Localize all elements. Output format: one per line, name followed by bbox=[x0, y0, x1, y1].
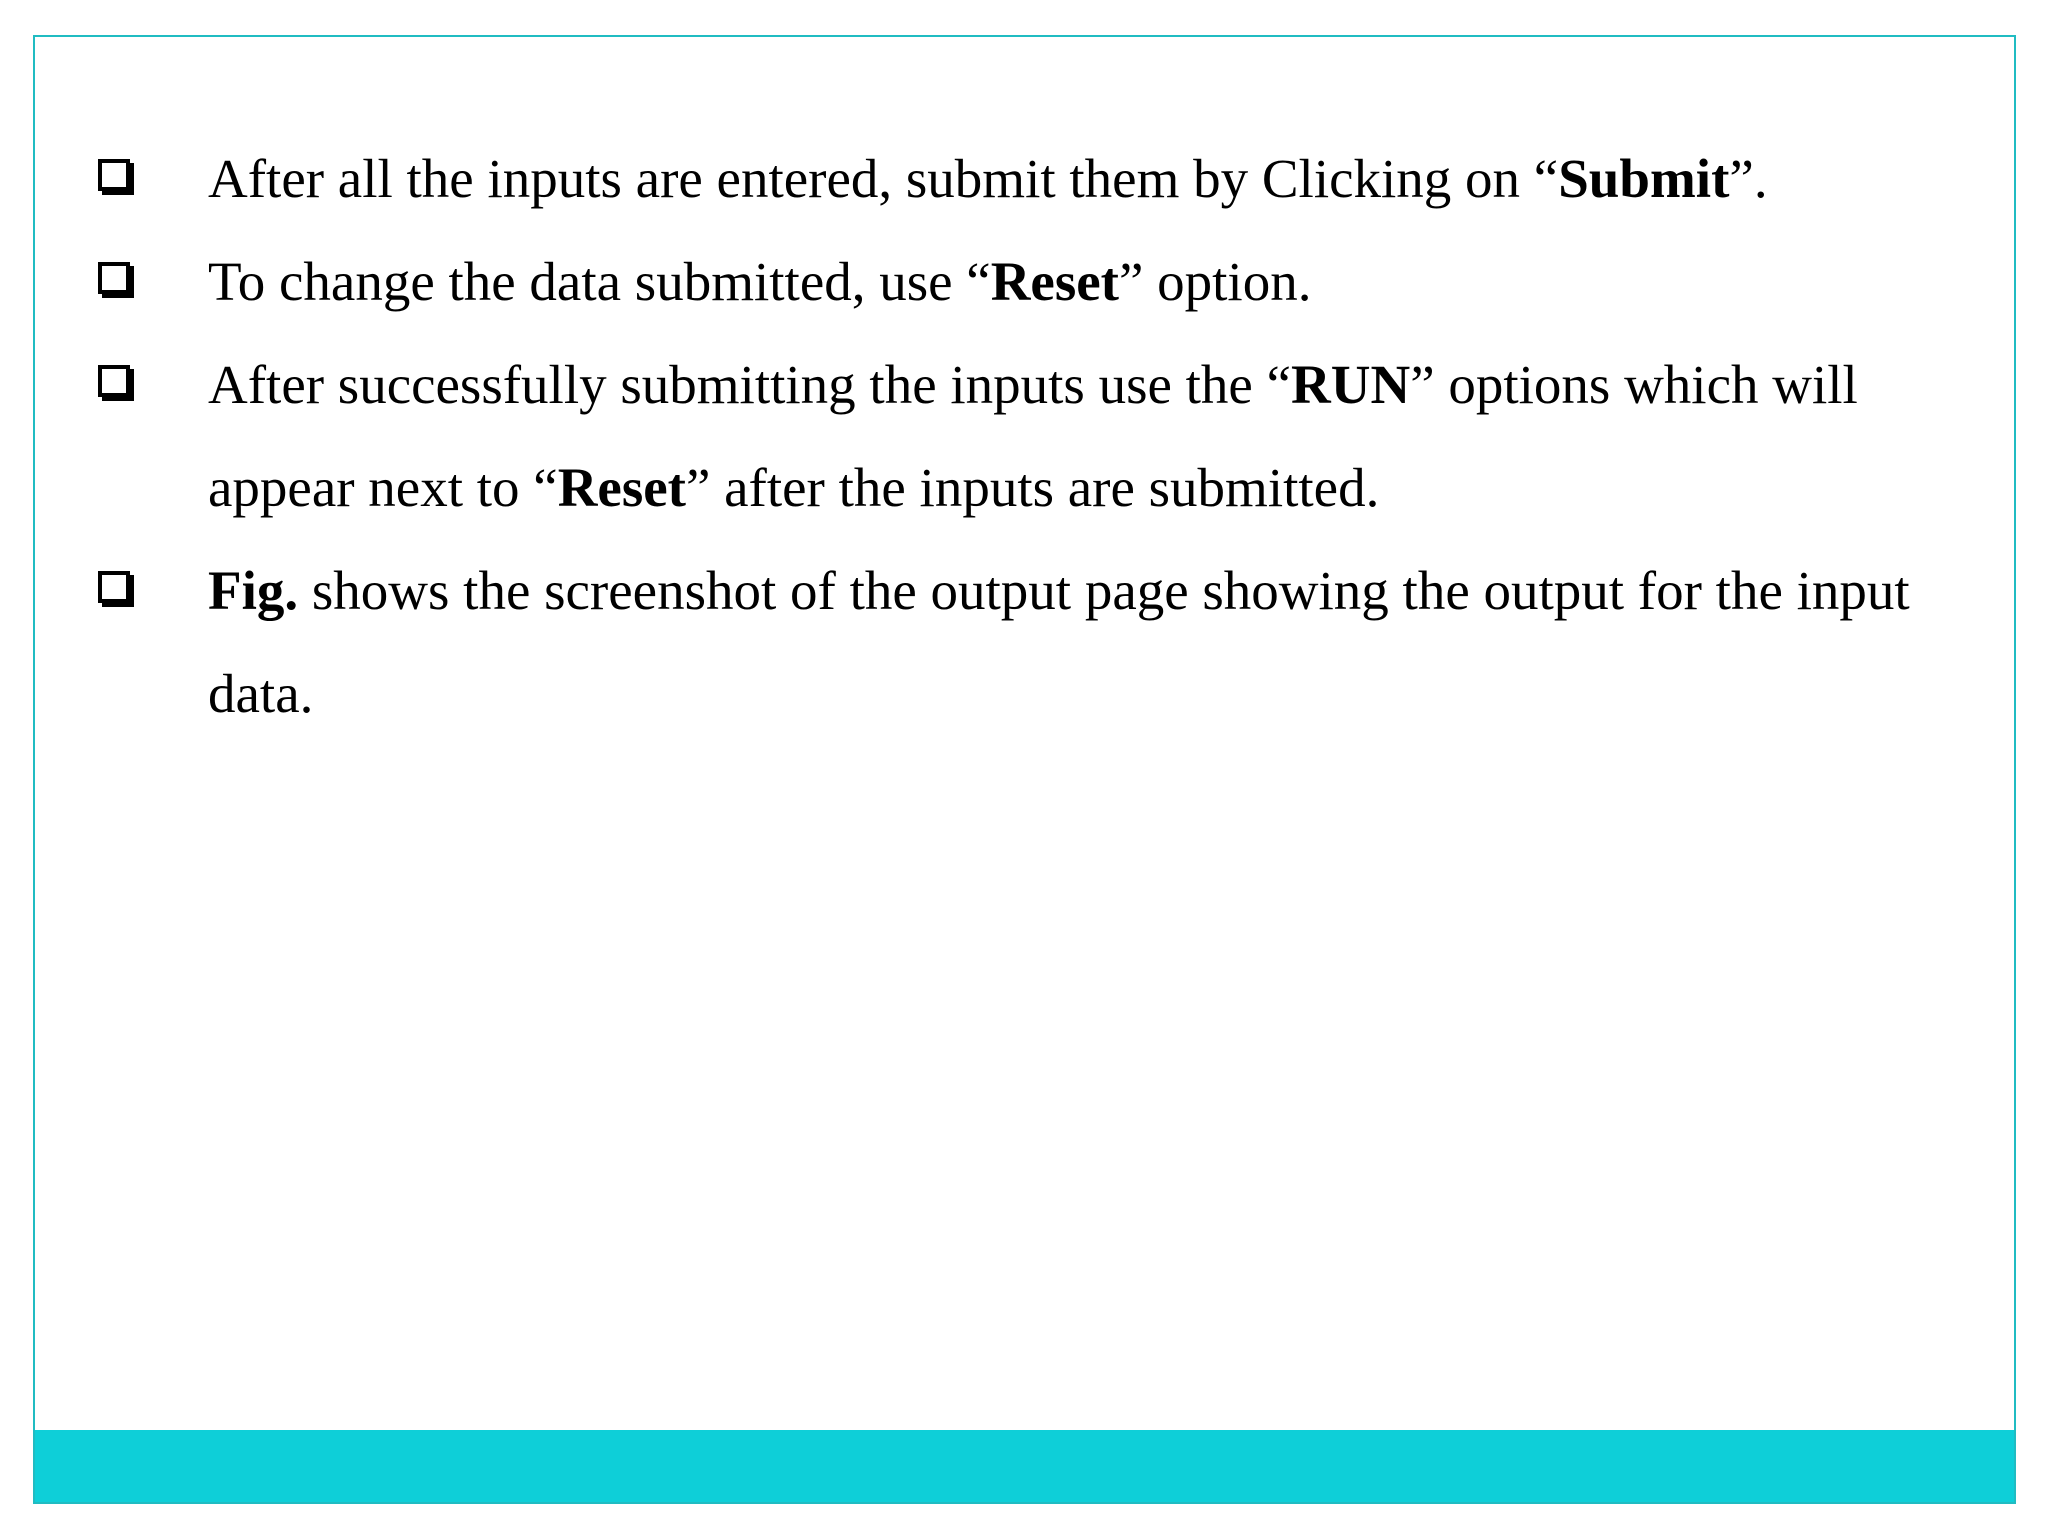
bullet-text: To change the data submitted, use “ bbox=[208, 251, 991, 312]
bullet-text: After all the inputs are entered, submit them by Clicking on “ bbox=[208, 148, 1559, 209]
bullet-item-fig bbox=[98, 539, 1978, 745]
bullet-bold-text: Reset bbox=[557, 457, 686, 518]
bullet-text: shows the screenshot of the output page showing the output for the input data. bbox=[208, 560, 1910, 724]
checkbox-square-icon bbox=[98, 365, 130, 397]
checkbox-square-icon bbox=[98, 262, 130, 294]
bullet-item-reset bbox=[98, 230, 1978, 333]
bullet-list bbox=[98, 127, 1978, 745]
checkbox-square-icon bbox=[98, 159, 130, 191]
bullet-bold-text: Fig. bbox=[208, 560, 299, 621]
bullet-text: ” option. bbox=[1118, 251, 1312, 312]
bullet-text: ” options which will appear next to “ bbox=[208, 354, 1858, 518]
bullet-bold-text: Reset bbox=[990, 251, 1119, 312]
checkbox-square-icon bbox=[98, 571, 130, 603]
bullet-item-submit bbox=[98, 127, 1978, 230]
slide-frame bbox=[33, 35, 2016, 1504]
bullet-bold-text: Submit bbox=[1558, 148, 1730, 209]
bullet-text: After successfully submitting the inputs use the “ bbox=[208, 354, 1292, 415]
bullet-text: ”. bbox=[1729, 148, 1768, 209]
bullet-item-run bbox=[98, 333, 1978, 539]
footer-accent-bar bbox=[35, 1430, 2014, 1502]
bullet-bold-text: RUN bbox=[1291, 354, 1411, 415]
bullet-text: ” after the inputs are submitted. bbox=[685, 457, 1380, 518]
